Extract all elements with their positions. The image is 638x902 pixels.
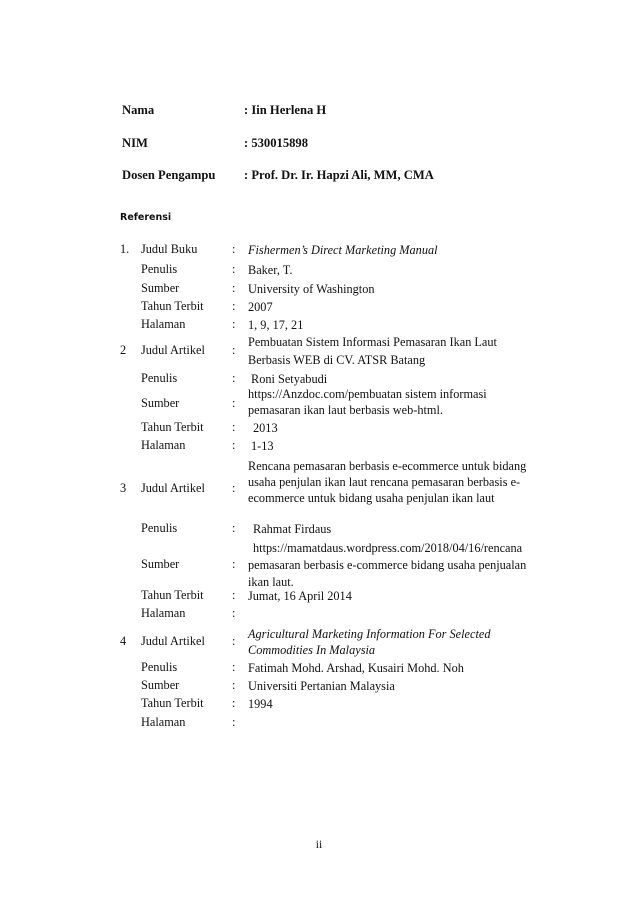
ref-1-halaman-label: Halaman [141, 317, 186, 331]
ref-4-judul-line-1: Agricultural Marketing Information For Selected [248, 627, 491, 641]
ref-3-penulis: Rahmat Firdaus [253, 522, 332, 536]
ref-2-sumber-line-2: pemasaran ikan laut berbasis web-html. [248, 403, 443, 417]
ref-4-tahun-label: Tahun Terbit [141, 696, 204, 710]
ref-3-sumber-label: Sumber [141, 557, 180, 571]
ref-3-penulis-label: Penulis [141, 521, 178, 535]
ref-2-halaman: 1-13 [251, 439, 274, 453]
ref-4-judul-line-2: Commodities In Malaysia [248, 643, 376, 657]
ref-2-penulis: Roni Setyabudi [251, 372, 328, 386]
ref-3-tahun: Jumat, 16 April 2014 [248, 589, 352, 603]
colon: : [232, 317, 236, 331]
colon: : [232, 396, 236, 410]
ref-4-sumber: Universiti Pertanian Malaysia [248, 679, 395, 693]
ref-3-number: 3 [120, 481, 127, 495]
ref-3-sumber-line-1: https://mamatdaus.wordpress.com/2018/04/16/rencana [253, 541, 523, 555]
ref-2-tahun-label: Tahun Terbit [141, 420, 204, 434]
ref-4-sumber-label: Sumber [141, 678, 180, 692]
ref-1-judul-label: Judul Buku [141, 242, 198, 256]
colon: : [232, 481, 236, 495]
ref-1-penulis-label: Penulis [141, 262, 178, 276]
dosen-value: : Prof. Dr. Ir. Hapzi Ali, MM, CMA [244, 168, 434, 182]
ref-2-halaman-label: Halaman [141, 438, 186, 452]
ref-4-judul-label: Judul Artikel [141, 634, 205, 648]
colon: : [232, 696, 236, 710]
ref-2-sumber-label: Sumber [141, 396, 180, 410]
colon: : [232, 420, 236, 434]
colon: : [232, 557, 236, 571]
ref-2-judul-label: Judul Artikel [141, 343, 205, 357]
ref-3-tahun-label: Tahun Terbit [141, 588, 204, 602]
colon: : [232, 606, 236, 620]
ref-2-judul-line-2: Berbasis WEB di CV. ATSR Batang [248, 353, 426, 367]
section-title: Referensi [120, 212, 172, 223]
ref-1-penulis: Baker, T. [248, 263, 293, 277]
name-label: Nama [122, 103, 155, 117]
ref-2-judul-line-1: Pembuatan Sistem Informasi Pemasaran Ikan Laut [248, 335, 497, 349]
ref-3-judul-label: Judul Artikel [141, 481, 205, 495]
colon: : [232, 343, 236, 357]
ref-4-penulis: Fatimah Mohd. Arshad, Kusairi Mohd. Noh [248, 661, 464, 675]
colon: : [232, 660, 236, 674]
ref-2-number: 2 [120, 343, 127, 357]
nim-value: : 530015898 [244, 136, 309, 150]
ref-4-penulis-label: Penulis [141, 660, 178, 674]
colon: : [232, 262, 236, 276]
ref-1-halaman: 1, 9, 17, 21 [248, 318, 304, 332]
ref-1-tahun-label: Tahun Terbit [141, 299, 204, 313]
ref-1-sumber-label: Sumber [141, 281, 180, 295]
ref-3-sumber-line-2: pemasaran berbasis e-commerce bidang usaha penjualan [248, 558, 527, 572]
ref-1-judul: Fishermen’s Direct Marketing Manual [248, 243, 438, 257]
ref-1-number: 1. [120, 242, 130, 256]
colon: : [232, 634, 236, 648]
colon: : [232, 281, 236, 295]
colon: : [232, 371, 236, 385]
dosen-label: Dosen Pengampu [122, 168, 216, 182]
ref-2-tahun: 2013 [253, 421, 278, 435]
colon: : [232, 438, 236, 452]
ref-3-judul-line-2: usaha penjulan ikan laut rencana pemasaran berbasis e- [248, 475, 521, 489]
ref-2-penulis-label: Penulis [141, 371, 178, 385]
ref-3-halaman-label: Halaman [141, 606, 186, 620]
colon: : [232, 715, 236, 729]
ref-1-tahun: 2007 [248, 300, 273, 314]
page-number: ii [315, 839, 323, 851]
nim-label: NIM [122, 136, 148, 150]
ref-3-judul-line-1: Rencana pemasaran berbasis e-ecommerce untuk bidang [248, 459, 527, 473]
ref-3-sumber-line-3: ikan laut. [248, 575, 294, 589]
ref-4-halaman-label: Halaman [141, 715, 186, 729]
colon: : [232, 299, 236, 313]
ref-3-judul-line-3: ecommerce untuk bidang usaha penjulan ikan laut [248, 491, 495, 505]
colon: : [232, 588, 236, 602]
colon: : [232, 678, 236, 692]
ref-2-sumber-line-1: https://Anzdoc.com/pembuatan sistem informasi [248, 387, 487, 401]
name-value: : Iin Herlena H [244, 103, 327, 117]
ref-4-tahun: 1994 [248, 697, 273, 711]
colon: : [232, 242, 236, 256]
ref-1-sumber: University of Washington [248, 282, 375, 296]
colon: : [232, 521, 236, 535]
ref-4-number: 4 [120, 634, 127, 648]
